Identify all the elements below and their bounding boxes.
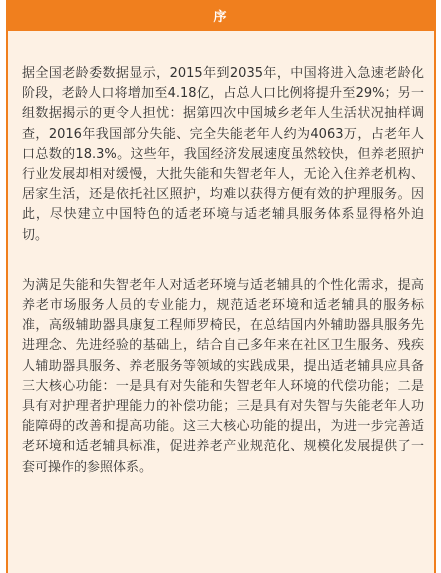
paragraph-2: 为满足失能和失智老年人对适老环境与适老辅具的个性化需求，提高养老市场服务人员的专业能力，规范适老环境和适老辅具的服务标准，高级辅助器具康复工程师罗椅民，在总结国内外辅助器具服务先进理念、先进经验的基础上，结合自己多年来在社区卫生服务、残疾人辅助器具服务、养老服务等领域的实践成果，提出适老辅具应具备三大核心功能：一是具有对失能和失智老年人环境的代偿功能；二是具有对护理者护理能力的补偿功能；三是具有对失智与失能老年人功能障碍的改善和提高功能。这三大核心功能的提出，为进一步完善适老环境和适老辅具标准，促进养老产业规范化、规模化发展提供了一套可操作的参照体系。 xyxy=(22,277,424,475)
preface-panel xyxy=(6,0,436,573)
paragraph-1: 据全国老龄委数据显示，2015年到2035年，中国将进入急速老龄化阶段，老龄人口将增加至4.18亿，占总人口比例将提升至29%；另一组数据揭示的更令人担忧：据第四次中国城乡老年人生活状况抽样调查，2016年我国部分失能、完全失能老年人约为4063万，占老年人口总数的18.3%。这些年，我国经济发展速度虽然较快，但养老照护行业发展却相对缓慢，大批失能和失智老年人，无论入住养老机构、居家生活，还是依托社区照护，均难以获得方便有效的护理服务。因此，尽快建立中国特色的适老环境与适老辅具服务体系显得格外迫切。 xyxy=(22,66,424,243)
page-title: 序 xyxy=(213,10,229,25)
title-bar xyxy=(8,0,434,31)
preface-body xyxy=(8,31,434,478)
